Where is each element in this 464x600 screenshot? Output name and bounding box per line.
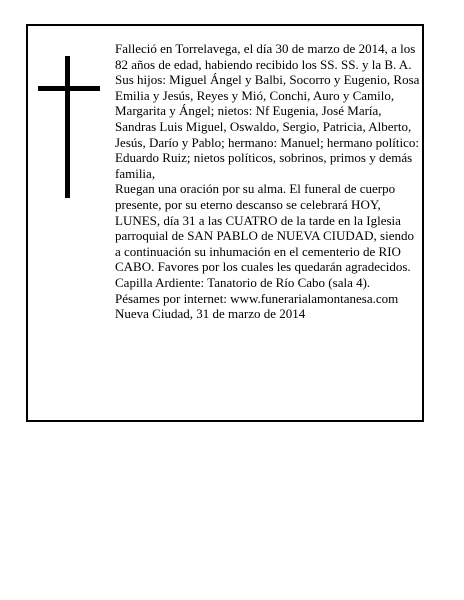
place-date-line: Nueva Ciudad, 31 de marzo de 2014 (115, 306, 306, 322)
cross-horizontal-bar (38, 86, 100, 91)
cross-vertical-bar (65, 56, 70, 198)
funeral-details: Ruegan una oración por su alma. El funeral de cuerpo presente, por su eterno descanso se celebrará HOY, LUNES, día 31 a las CUATRO de la tarde en la Iglesia parroquial de SAN PABLO de NUEVA CIUDAD, siendo a continuación su inhumación en el cementerio de RIO CABO. Favores por los cuales les quedarán agradecidos. Capilla Ardiente: Tanatorio de Río Cabo (sala 4). (115, 181, 414, 290)
condolences-line: Pésames por internet: www.funerarialamontanesa.com (115, 290, 399, 306)
family-list: Sus hijos: Miguel Ángel y Balbi, Socorro y Eugenio, Rosa Emilia y Jesús, Reyes y Mió, Conchi, Auro y Camilo, Margarita y Ángel; nietos: Nf Eugenia, José María, Sandras Luis Miguel, Oswaldo, Sergio, Patricia, Alberto, Jesús, Darío y Pablo; hermano: Manuel; hermano político: Eduardo Ruiz; nietos políticos, sobrinos, primos y demás familia, (115, 72, 420, 181)
death-announcement: Falleció en Torrelavega, el día 30 de marzo de 2014, a los 82 años de edad, habiendo recibido los SS. SS. y la B. A. (115, 41, 416, 72)
cross-icon (38, 56, 100, 198)
obituary-text (115, 41, 420, 322)
